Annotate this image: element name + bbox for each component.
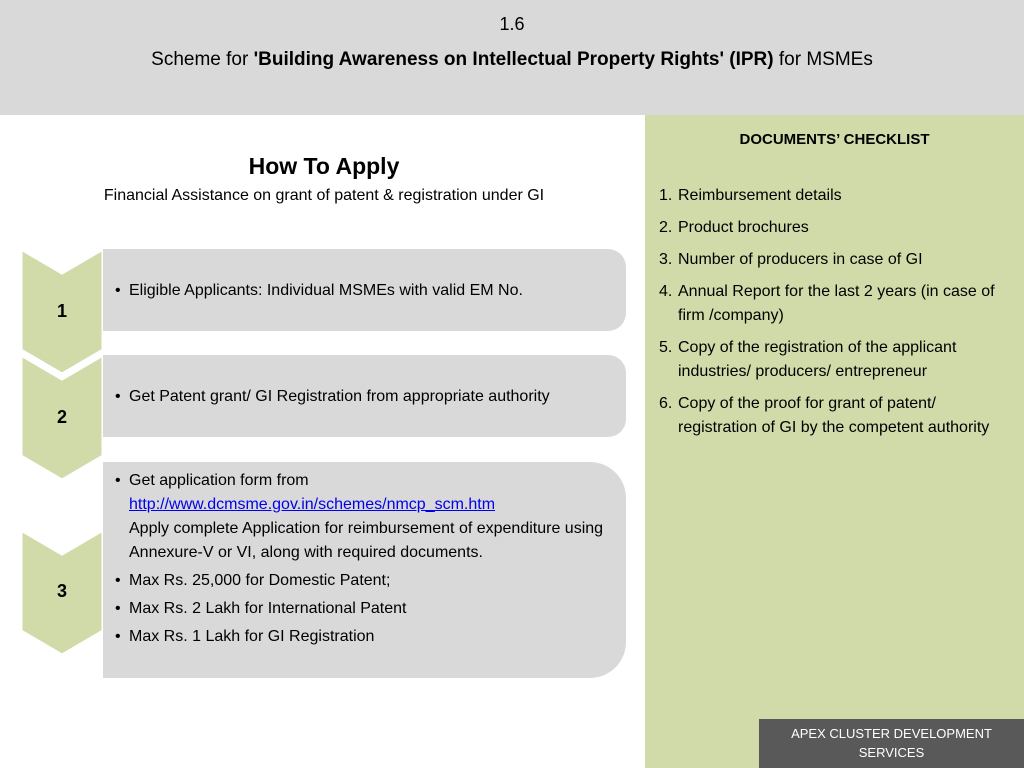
step-3-bullet-application [115, 469, 618, 565]
step-1-bullet: • Eligible Applicants: Individual MSMEs with valid EM No. [115, 279, 618, 303]
step-3-bullet-international: • Max Rs. 2 Lakh for International Patent [115, 597, 618, 621]
checklist-item [659, 280, 1009, 328]
checklist-item [659, 216, 1009, 240]
checklist-item-number: 3. [659, 251, 673, 268]
step-2-chevron [21, 355, 103, 480]
checklist-item-number: 5. [659, 339, 673, 356]
slide-title [0, 49, 1024, 71]
checklist-item-number: 4. [659, 283, 673, 300]
checklist-item-number: 6. [659, 395, 673, 412]
checklist-item [659, 184, 1009, 208]
title-suffix: for MSMEs [773, 49, 873, 70]
slide-header [0, 0, 1024, 115]
how-to-apply-subtitle: Financial Assistance on grant of patent & registration under GI [103, 187, 545, 204]
title-bold: 'Building Awareness on Intellectual Property Rights' (IPR) [253, 49, 774, 70]
step-3-bullet-gi: • Max Rs. 1 Lakh for GI Registration [115, 625, 618, 649]
how-to-apply-heading: How To Apply [248, 153, 400, 179]
checklist-item [659, 336, 1009, 384]
step-3-box [103, 462, 626, 678]
footer-brand: APEX CLUSTER DEVELOPMENT SERVICES [759, 719, 1024, 768]
scheme-link[interactable]: http://www.dcmsme.gov.in/schemes/nmcp_scm.htm [129, 496, 496, 513]
step-3-chevron [21, 530, 103, 655]
checklist-item-text: Annual Report for the last 2 years (in case of firm /company) [678, 283, 995, 324]
checklist-item-number: 2. [659, 219, 673, 236]
step-3-bullet-post: Apply complete Application for reimbursement of expenditure using Annexure-V or VI, along with required documents. [129, 520, 604, 561]
checklist-item-text: Number of producers in case of GI [678, 251, 923, 268]
step-2-box [103, 355, 626, 437]
step-3-bullet-pre: Get application form from [129, 472, 309, 489]
checklist-item-text: Copy of the proof for grant of patent/ registration of GI by the competent authority [678, 395, 990, 436]
checklist-title: DOCUMENTS’ CHECKLIST [739, 131, 930, 148]
checklist-item-text: Reimbursement details [678, 187, 842, 204]
checklist-item-text: Copy of the registration of the applicant industries/ producers/ entrepreneur [678, 339, 957, 380]
step-3-number: 3 [56, 581, 67, 601]
checklist-item [659, 392, 1009, 440]
step-3-bullet-domestic: • Max Rs. 25,000 for Domestic Patent; [115, 569, 618, 593]
step-2-number: 2 [56, 407, 67, 427]
step-2-bullet: • Get Patent grant/ GI Registration from appropriate authority [115, 385, 618, 409]
checklist-item [659, 248, 1009, 272]
title-prefix: Scheme for [151, 49, 254, 70]
checklist-item-text: Product brochures [678, 219, 809, 236]
step-1-number: 1 [56, 301, 67, 321]
step-1-box [103, 249, 626, 331]
checklist-item-number: 1. [659, 187, 673, 204]
slide-number: 1.6 [499, 14, 525, 34]
checklist-items [659, 184, 1009, 448]
